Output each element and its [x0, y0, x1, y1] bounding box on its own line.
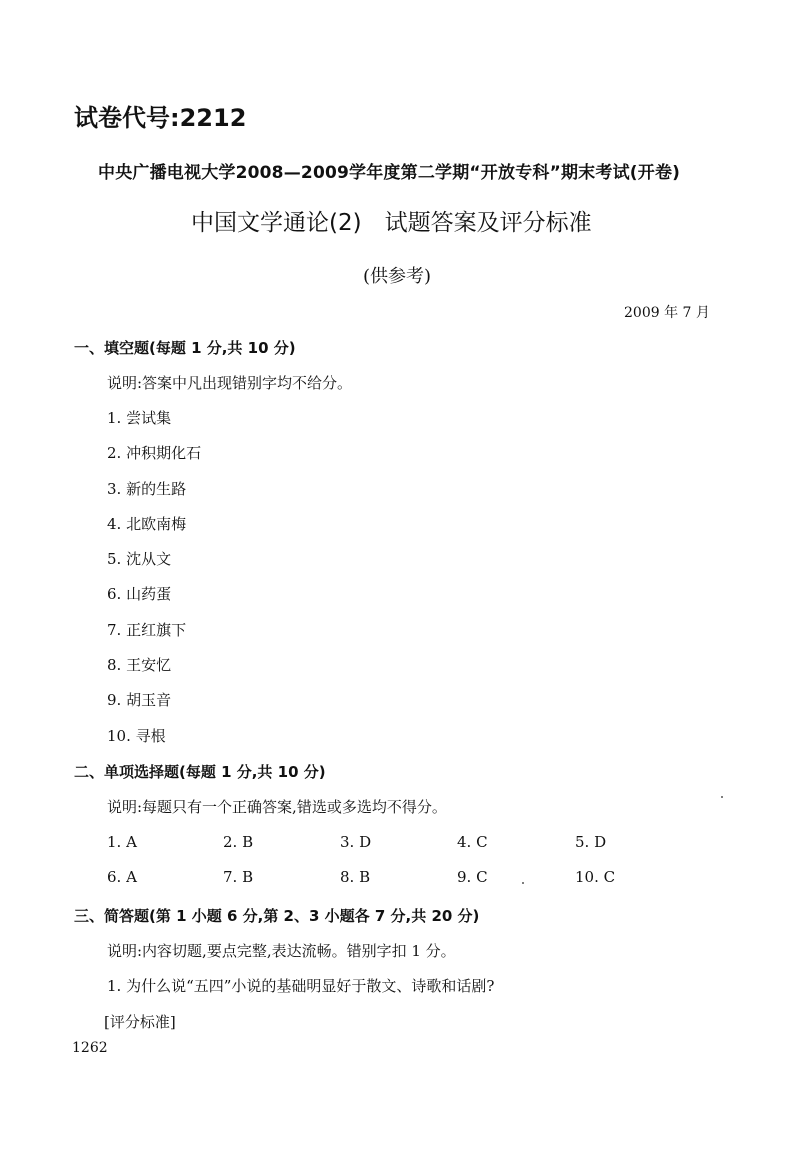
answer-item: 8. B	[340, 868, 371, 886]
paper-code: 试卷代号:2212	[74, 104, 247, 132]
section-1-heading: 一、填空题(每题 1 分,共 10 分)	[74, 339, 296, 357]
section-1-note: 说明:答案中凡出现错别字均不给分。	[107, 374, 353, 392]
answer-item: 6. A	[107, 868, 137, 886]
scan-speck	[721, 796, 723, 798]
list-item: 10. 寻根	[107, 727, 166, 745]
answer-item: 1. A	[107, 833, 137, 851]
criteria-label: [评分标准]	[104, 1013, 176, 1031]
list-item: 7. 正红旗下	[107, 621, 187, 639]
scan-speck	[522, 882, 524, 884]
list-item: 2. 冲积期化石	[107, 444, 202, 462]
list-item: 6. 山药蛋	[107, 585, 172, 603]
list-item: 9. 胡玉音	[107, 691, 172, 709]
answer-item: 4. C	[457, 833, 488, 851]
section-3-note: 说明:内容切题,要点完整,表达流畅。错别字扣 1 分。	[107, 942, 456, 960]
page-title: 中国文学通论(2) 试题答案及评分标准	[191, 210, 592, 236]
exam-date: 2009 年 7 月	[624, 305, 710, 321]
list-item: 8. 王安忆	[107, 656, 172, 674]
answer-item: 3. D	[340, 833, 372, 851]
reference-note: (供参考)	[363, 266, 432, 287]
answer-item: 10. C	[575, 868, 616, 886]
answer-item: 5. D	[575, 833, 607, 851]
exam-title: 中央广播电视大学2008—2009学年度第二学期“开放专科”期末考试(开卷)	[98, 163, 681, 183]
question-1: 1. 为什么说“五四”小说的基础明显好于散文、诗歌和话剧?	[107, 977, 495, 995]
section-2-heading: 二、单项选择题(每题 1 分,共 10 分)	[74, 763, 326, 781]
list-item: 3. 新的生路	[107, 480, 187, 498]
section-2-note: 说明:每题只有一个正确答案,错选或多选均不得分。	[107, 798, 447, 816]
page-number: 1262	[72, 1040, 108, 1056]
list-item: 4. 北欧南梅	[107, 515, 187, 533]
answer-item: 9. C	[457, 868, 488, 886]
section-3-heading: 三、简答题(第 1 小题 6 分,第 2、3 小题各 7 分,共 20 分)	[74, 907, 480, 925]
list-item: 1. 尝试集	[107, 409, 172, 427]
answer-item: 2. B	[223, 833, 254, 851]
answer-item: 7. B	[223, 868, 254, 886]
list-item: 5. 沈从文	[107, 550, 172, 568]
